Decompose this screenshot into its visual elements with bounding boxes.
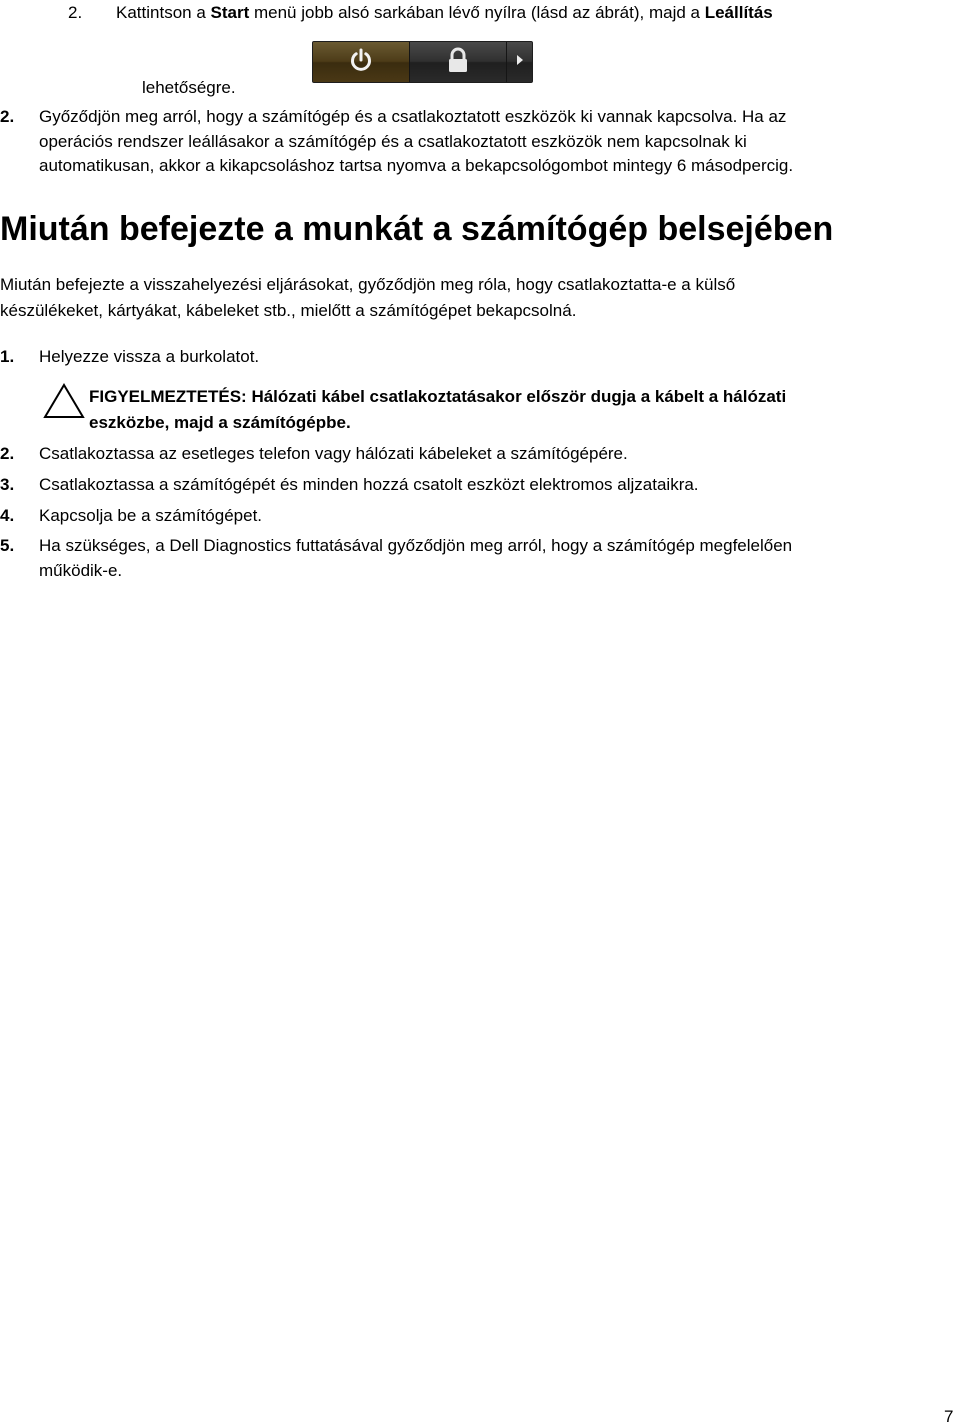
- step-5-line-2: működik-e.: [39, 561, 123, 580]
- warning-line-2: eszközbe, majd a számítógépbe.: [89, 413, 351, 432]
- lock-button[interactable]: [410, 42, 507, 82]
- second-item-line-3: automatikusan, akkor a kikapcsoláshoz tartsa nyomva a bekapcsológombot mintegy 6 másodpercig.: [39, 156, 794, 175]
- step-3-number: 3.: [0, 475, 15, 494]
- power-icon: [348, 47, 374, 78]
- intro-line-1: Miután befejezte a visszahelyezési eljárásokat, győződjön meg róla, hogy csatlakoztatta-e a külső: [0, 275, 736, 294]
- arrow-right-icon: [515, 53, 525, 71]
- shutdown-button[interactable]: [313, 42, 410, 82]
- step-2-number: 2.: [0, 444, 15, 463]
- step-3-text: Csatlakoztassa a számítógépét és minden hozzá csatolt eszközt elektromos aljzataikra.: [39, 475, 699, 494]
- step-4-text: Kapcsolja be a számítógépet.: [39, 506, 263, 525]
- warning-triangle-icon: [43, 383, 85, 419]
- shutdown-options-arrow-button[interactable]: [507, 42, 532, 82]
- start-label: Start: [210, 3, 250, 22]
- step-5-line-1: Ha szükséges, a Dell Diagnostics futtatásával győződjön meg arról, hogy a számítógép megfelelően: [39, 536, 793, 555]
- section-heading: Miután befejezte a munkát a számítógép belsejében: [0, 210, 834, 248]
- top-item-number: 2.: [68, 3, 83, 22]
- second-item-line-1: Győződjön meg arról, hogy a számítógép és a csatlakoztatott eszközök ki vannak kapcsolva. Ha az: [39, 107, 787, 126]
- step-1-number: 1.: [0, 347, 15, 366]
- warning-line-1: FIGYELMEZTETÉS: Hálózati kábel csatlakoztatásakor először dugja a kábelt a hálózati: [89, 387, 787, 406]
- lock-icon: [446, 47, 470, 78]
- intro-line-2: készülékeket, kártyákat, kábeleket stb., mielőtt a számítógépet bekapcsolná.: [0, 301, 577, 320]
- step-5-number: 5.: [0, 536, 15, 555]
- step-2-text: Csatlakoztassa az esetleges telefon vagy hálózati kábeleket a számítógépére.: [39, 444, 628, 463]
- shutdown-label: Leállítás: [704, 3, 773, 22]
- page-number: 7: [944, 1407, 954, 1426]
- top-item-text: [116, 0, 773, 26]
- second-item-line-2: operációs rendszer leállásakor a számítógép és a csatlakoztatott eszközök nem kapcsolnak ki: [39, 132, 747, 151]
- start-menu-shutdown-strip: [312, 41, 533, 83]
- second-item-number: 2.: [0, 107, 15, 126]
- top-item-text-middle: menü jobb alsó sarkában lévő nyílra (lásd az ábrát), majd a: [249, 3, 705, 22]
- top-item-text-before: Kattintson a: [116, 3, 211, 22]
- top-item-continuation: lehetőségre.: [142, 78, 236, 97]
- step-4-number: 4.: [0, 506, 15, 525]
- step-1-text: Helyezze vissza a burkolatot.: [39, 347, 260, 366]
